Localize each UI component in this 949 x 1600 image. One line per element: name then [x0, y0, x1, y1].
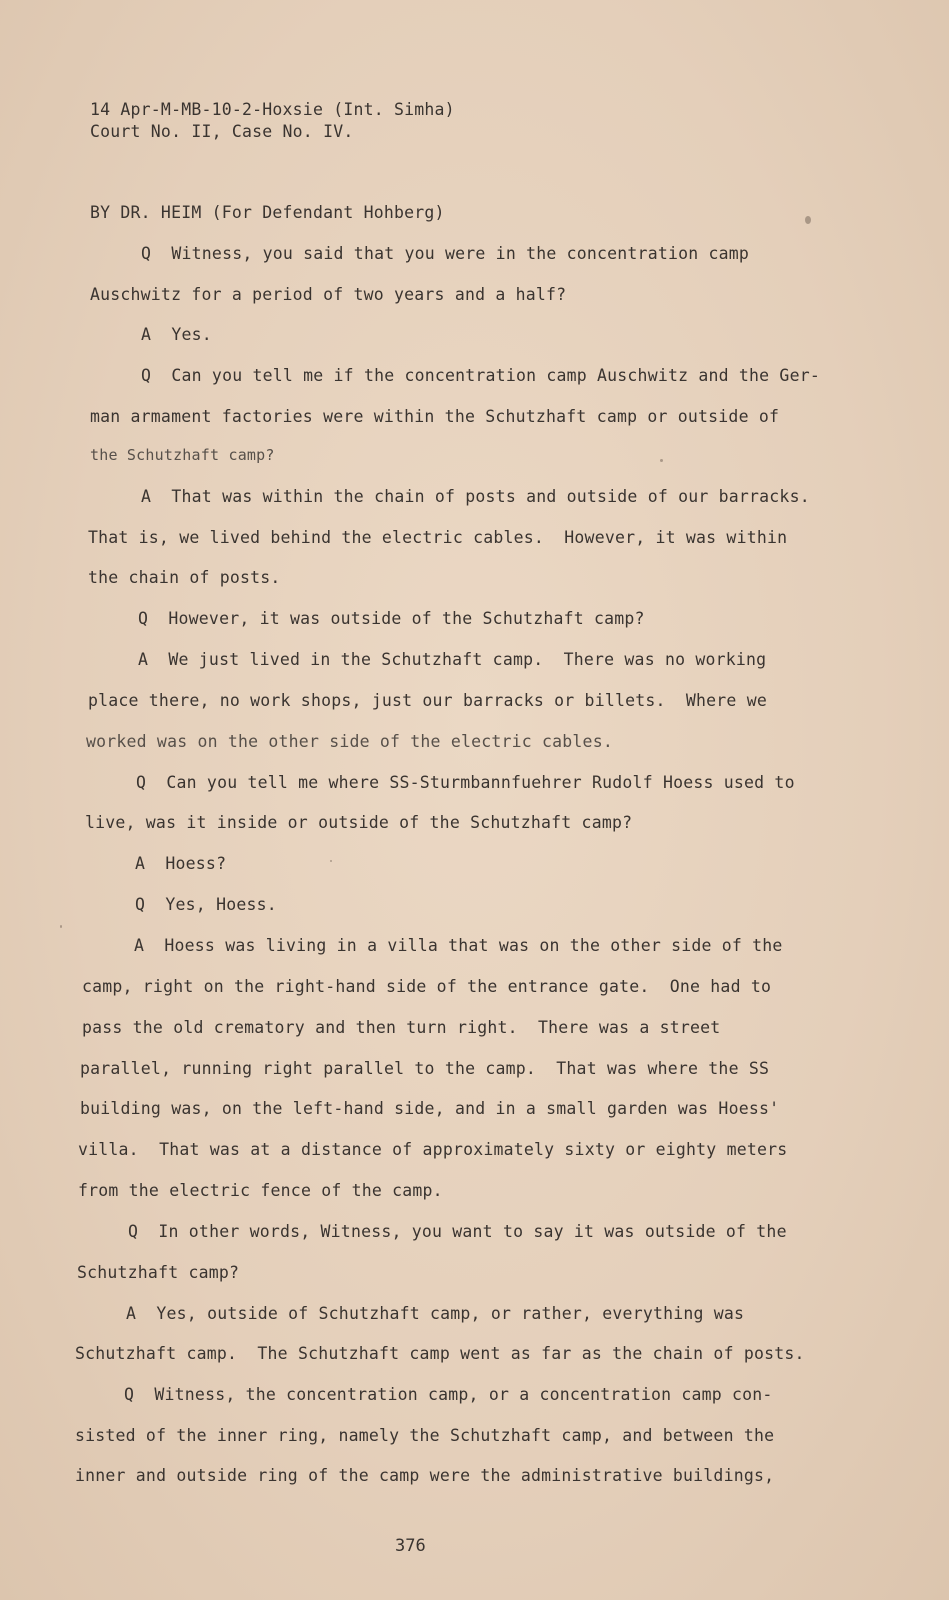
header-line-2: Court No. II, Case No. IV. — [90, 122, 354, 141]
paper-speck — [330, 860, 332, 862]
text-line: Q Yes, Hoess. — [135, 895, 277, 914]
text-line: the chain of posts. — [88, 568, 281, 587]
text-line: Auschwitz for a period of two years and a half? — [90, 285, 567, 304]
text-line: Q Can you tell me if the concentration camp Auschwitz and the Ger- — [141, 366, 820, 385]
text-line: A We just lived in the Schutzhaft camp. There was no working — [138, 650, 767, 669]
text-line: A Hoess was living in a villa that was on the other side of the — [134, 936, 783, 955]
paper-speck — [60, 925, 62, 928]
text-line: A Hoess? — [135, 854, 227, 873]
text-line: Schutzhaft camp. The Schutzhaft camp went as far as the chain of posts. — [75, 1344, 805, 1363]
text-line: live, was it inside or outside of the Schutzhaft camp? — [85, 813, 633, 832]
text-line: sisted of the inner ring, namely the Schutzhaft camp, and between the — [75, 1426, 775, 1445]
text-line: Q However, it was outside of the Schutzhaft camp? — [138, 609, 645, 628]
text-line: Q Witness, the concentration camp, or a concentration camp con- — [124, 1385, 773, 1404]
paper-speck — [805, 216, 811, 224]
header-line-1: 14 Apr-M-MB-10-2-Hoxsie (Int. Simha) — [90, 100, 455, 119]
text-line: parallel, running right parallel to the camp. That was where the SS — [80, 1059, 770, 1078]
text-line: That is, we lived behind the electric cables. However, it was within — [88, 528, 788, 547]
page-number: 376 — [395, 1536, 426, 1556]
text-line: Schutzhaft camp? — [77, 1263, 240, 1282]
text-line: A That was within the chain of posts and outside of our barracks. — [141, 487, 810, 506]
text-line: place there, no work shops, just our barracks or billets. Where we — [88, 691, 767, 710]
text-line: camp, right on the right-hand side of the entrance gate. One had to — [82, 977, 772, 996]
paper-speck — [660, 459, 663, 462]
text-line: Q Witness, you said that you were in the concentration camp — [141, 244, 750, 263]
text-line: Q In other words, Witness, you want to say it was outside of the — [128, 1222, 787, 1241]
text-line: pass the old crematory and then turn right. There was a street — [82, 1018, 721, 1037]
text-line: inner and outside ring of the camp were the administrative buildings, — [75, 1466, 775, 1485]
text-line: villa. That was at a distance of approximately sixty or eighty meters — [78, 1140, 788, 1159]
text-line: Q Can you tell me where SS-Sturmbannfuehrer Rudolf Hoess used to — [136, 773, 795, 792]
text-line: worked was on the other side of the electric cables. — [86, 732, 613, 751]
text-line: A Yes. — [141, 325, 212, 344]
text-line: building was, on the left-hand side, and in a small garden was Hoess' — [80, 1099, 780, 1118]
text-line: from the electric fence of the camp. — [78, 1181, 443, 1200]
text-line: A Yes, outside of Schutzhaft camp, or rather, everything was — [126, 1304, 745, 1323]
text-line: man armament factories were within the Schutzhaft camp or outside of — [90, 407, 780, 426]
text-line: the Schutzhaft camp? — [90, 446, 275, 464]
examiner-heading: BY DR. HEIM (For Defendant Hohberg) — [90, 203, 445, 222]
